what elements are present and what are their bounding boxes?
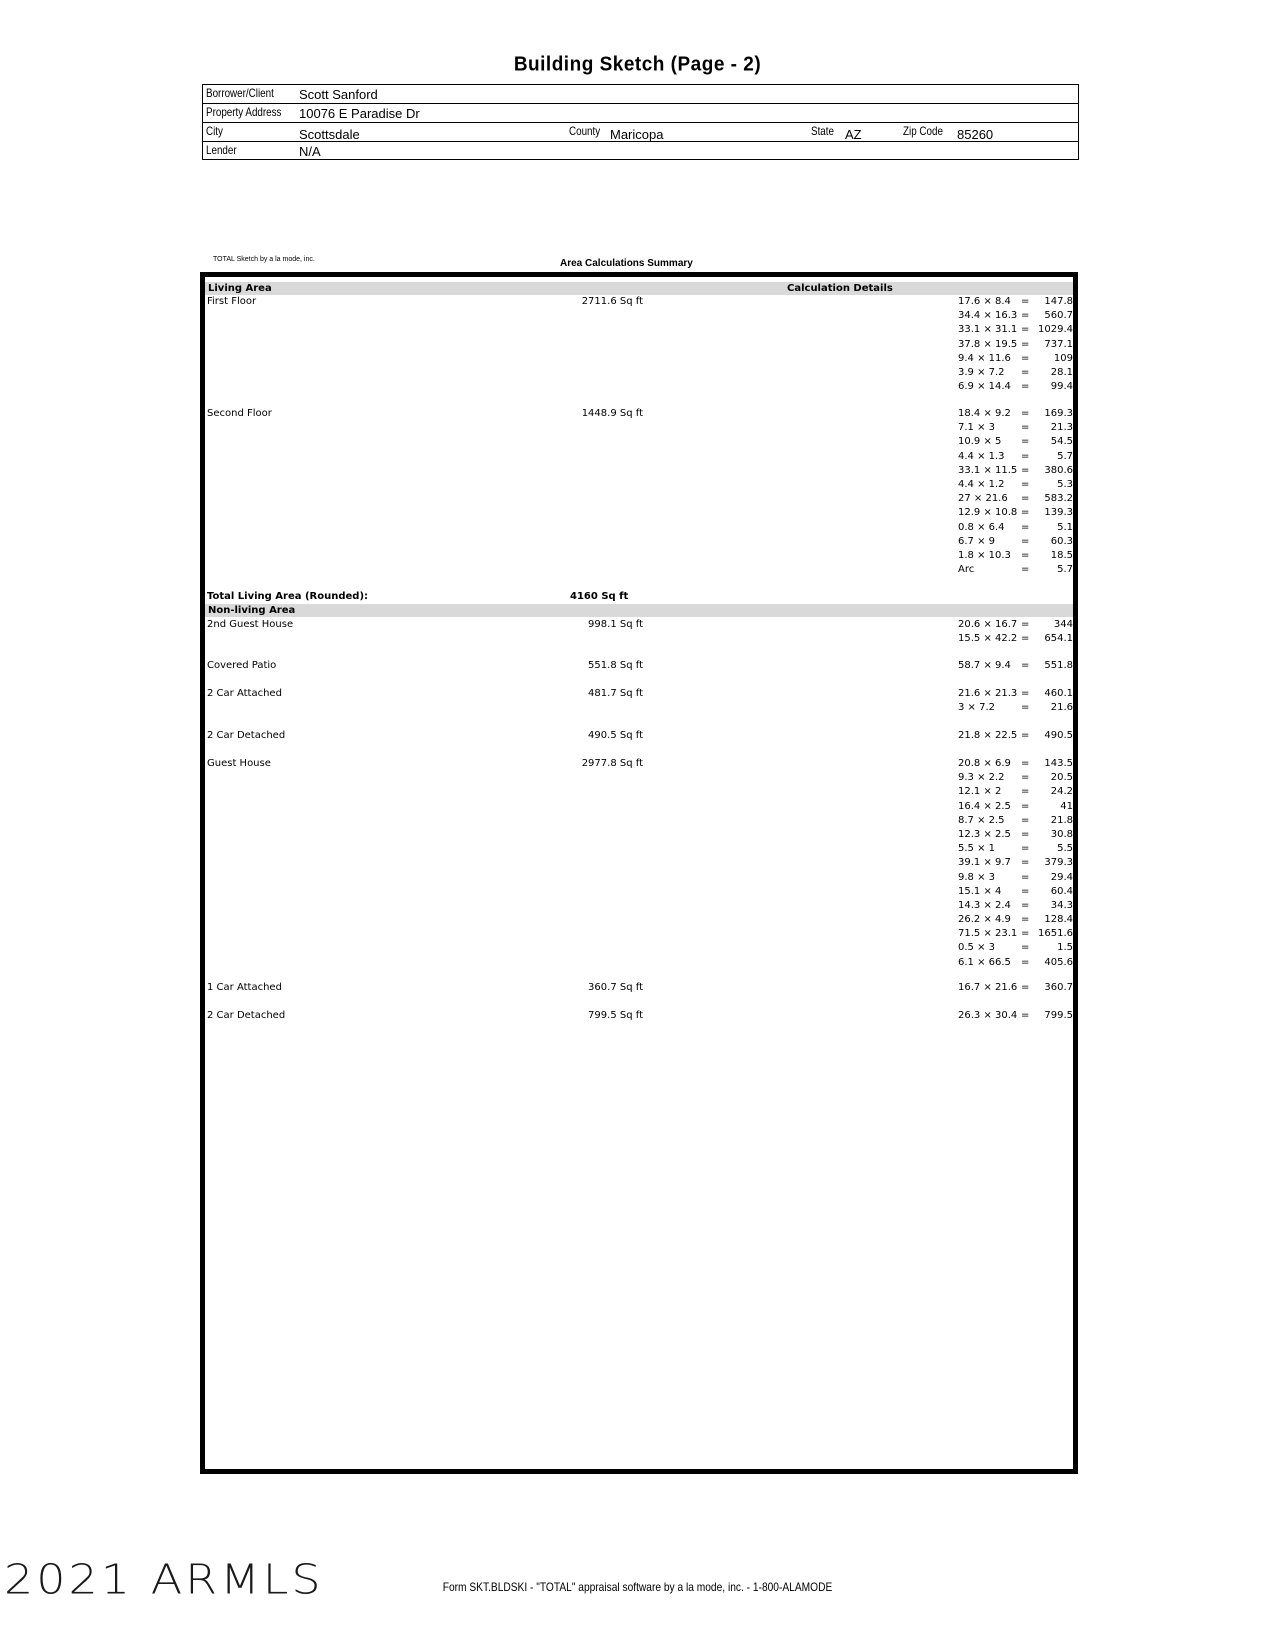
calc-line bbox=[958, 451, 1073, 465]
calc-line bbox=[958, 550, 1073, 564]
calc-line bbox=[958, 688, 1073, 702]
calc-line bbox=[958, 801, 1073, 815]
calc-result: 147.8 bbox=[1044, 296, 1073, 307]
calc-expression: 20.6 × 16.7 bbox=[958, 619, 1018, 630]
calc-result: 29.4 bbox=[1050, 871, 1073, 883]
calc-line bbox=[958, 886, 1073, 900]
calc-expression: 33.1 × 31.1 bbox=[958, 324, 1018, 336]
calc-line bbox=[958, 786, 1073, 800]
area-value: 2711.6 Sq ft bbox=[581, 296, 643, 307]
calc-line bbox=[958, 982, 1073, 996]
calc-expression: 71.5 × 23.1 bbox=[958, 928, 1018, 940]
city-value: Scottsdale bbox=[299, 127, 360, 142]
equals-sign: = bbox=[1021, 857, 1030, 869]
equals-sign: = bbox=[1021, 436, 1030, 448]
software-credit: TOTAL Sketch by a la mode, inc. bbox=[213, 256, 315, 263]
living-area-band bbox=[205, 282, 1073, 295]
equals-sign: = bbox=[1021, 688, 1030, 699]
calc-expression: 58.7 × 9.4 bbox=[958, 660, 1011, 671]
calc-line bbox=[958, 436, 1073, 450]
calc-expression: 15.5 × 42.2 bbox=[958, 633, 1018, 645]
equals-sign: = bbox=[1021, 619, 1030, 630]
calc-expression: 3.9 × 7.2 bbox=[958, 366, 1005, 378]
equals-sign: = bbox=[1021, 786, 1030, 798]
area-name: 1 Car Attached bbox=[207, 982, 282, 993]
area-value: 2977.8 Sq ft bbox=[581, 758, 643, 769]
calc-line bbox=[958, 408, 1073, 422]
lender-row bbox=[203, 142, 1078, 161]
calc-line bbox=[958, 522, 1073, 536]
calc-expression: 26.2 × 4.9 bbox=[958, 914, 1011, 926]
calc-line bbox=[958, 324, 1073, 338]
equals-sign: = bbox=[1021, 758, 1030, 769]
calc-expression: 16.7 × 21.6 bbox=[958, 982, 1018, 993]
calc-expression: 17.6 × 8.4 bbox=[958, 296, 1011, 307]
calc-result: 41 bbox=[1060, 800, 1073, 812]
calc-result: 24.2 bbox=[1050, 786, 1073, 798]
calc-line bbox=[958, 829, 1073, 843]
calc-details bbox=[958, 688, 1073, 716]
calc-result: 344 bbox=[1053, 619, 1073, 630]
calc-expression: 4.4 × 1.2 bbox=[958, 478, 1005, 490]
calc-result: 30.8 bbox=[1050, 828, 1073, 840]
equals-sign: = bbox=[1021, 422, 1030, 434]
area-value: 1448.9 Sq ft bbox=[581, 408, 643, 419]
calc-expression: Arc bbox=[958, 564, 975, 576]
calc-line bbox=[958, 843, 1073, 857]
calc-result: 1029.4 bbox=[1038, 324, 1073, 336]
calc-line bbox=[958, 702, 1073, 716]
calc-result: 654.1 bbox=[1044, 633, 1073, 645]
calc-line bbox=[958, 772, 1073, 786]
calc-expression: 16.4 × 2.5 bbox=[958, 800, 1011, 812]
equals-sign: = bbox=[1021, 507, 1030, 519]
calc-result: 379.3 bbox=[1044, 857, 1073, 869]
equals-sign: = bbox=[1021, 928, 1030, 940]
calc-line bbox=[958, 381, 1073, 395]
calc-expression: 0.8 × 6.4 bbox=[958, 521, 1005, 533]
equals-sign: = bbox=[1021, 633, 1030, 645]
total-living-value: 4160 Sq ft bbox=[570, 591, 629, 602]
calc-expression: 9.8 × 3 bbox=[958, 871, 996, 883]
calc-result: 799.5 bbox=[1044, 1010, 1073, 1021]
area-value: 360.7 Sq ft bbox=[588, 982, 643, 993]
equals-sign: = bbox=[1021, 885, 1030, 897]
equals-sign: = bbox=[1021, 956, 1030, 968]
calc-result: 560.7 bbox=[1044, 310, 1073, 322]
calc-result: 34.3 bbox=[1050, 899, 1073, 911]
calc-line bbox=[958, 872, 1073, 886]
calc-details bbox=[958, 1010, 1073, 1024]
equals-sign: = bbox=[1021, 464, 1030, 476]
calc-result: 28.1 bbox=[1050, 366, 1073, 378]
calc-expression: 1.8 × 10.3 bbox=[958, 549, 1011, 561]
calc-line bbox=[958, 730, 1073, 744]
calc-result: 21.6 bbox=[1050, 702, 1073, 714]
calc-result: 737.1 bbox=[1044, 338, 1073, 350]
equals-sign: = bbox=[1021, 1010, 1030, 1021]
calc-details bbox=[958, 758, 1073, 971]
calc-result: 109 bbox=[1053, 352, 1073, 364]
calc-expression: 9.3 × 2.2 bbox=[958, 772, 1005, 784]
summary-title: Area Calculations Summary bbox=[560, 258, 693, 269]
borrower-label: Borrower/Client bbox=[206, 86, 274, 100]
area-summary-frame bbox=[200, 272, 1078, 1474]
calc-line bbox=[958, 479, 1073, 493]
calc-details-label: Calculation Details bbox=[787, 283, 893, 294]
calc-line bbox=[958, 815, 1073, 829]
area-value: 998.1 Sq ft bbox=[588, 619, 643, 630]
total-living-label: Total Living Area (Rounded): bbox=[207, 591, 369, 602]
borrower-value: Scott Sanford bbox=[299, 87, 378, 102]
equals-sign: = bbox=[1021, 296, 1030, 307]
calc-result: 5.7 bbox=[1057, 564, 1073, 576]
address-row bbox=[203, 104, 1078, 123]
equals-sign: = bbox=[1021, 493, 1030, 505]
equals-sign: = bbox=[1021, 843, 1030, 855]
calc-line bbox=[958, 900, 1073, 914]
equals-sign: = bbox=[1021, 535, 1030, 547]
equals-sign: = bbox=[1021, 828, 1030, 840]
calc-expression: 6.9 × 14.4 bbox=[958, 381, 1011, 393]
area-name: 2nd Guest House bbox=[207, 619, 294, 630]
calc-result: 1.5 bbox=[1057, 942, 1073, 954]
calc-expression: 27 × 21.6 bbox=[958, 493, 1008, 505]
calc-line bbox=[958, 465, 1073, 479]
calc-expression: 26.3 × 30.4 bbox=[958, 1010, 1018, 1021]
state-label: State bbox=[811, 124, 834, 138]
area-value: 799.5 Sq ft bbox=[588, 1010, 643, 1021]
calc-expression: 20.8 × 6.9 bbox=[958, 758, 1011, 769]
equals-sign: = bbox=[1021, 982, 1030, 993]
equals-sign: = bbox=[1021, 660, 1030, 671]
calc-details bbox=[958, 730, 1073, 744]
lender-value: N/A bbox=[299, 144, 321, 159]
equals-sign: = bbox=[1021, 310, 1030, 322]
calc-expression: 6.1 × 66.5 bbox=[958, 956, 1011, 968]
area-value: 481.7 Sq ft bbox=[588, 688, 643, 699]
equals-sign: = bbox=[1021, 521, 1030, 533]
equals-sign: = bbox=[1021, 899, 1030, 911]
equals-sign: = bbox=[1021, 914, 1030, 926]
calc-expression: 10.9 × 5 bbox=[958, 436, 1002, 448]
calc-result: 18.5 bbox=[1050, 549, 1073, 561]
calc-expression: 37.8 × 19.5 bbox=[958, 338, 1018, 350]
calc-result: 21.3 bbox=[1050, 422, 1073, 434]
calc-details bbox=[958, 660, 1073, 674]
calc-expression: 21.8 × 22.5 bbox=[958, 730, 1018, 741]
calc-line bbox=[958, 633, 1073, 647]
city-label: City bbox=[206, 124, 223, 138]
equals-sign: = bbox=[1021, 549, 1030, 561]
calc-details bbox=[958, 408, 1073, 578]
calc-expression: 9.4 × 11.6 bbox=[958, 352, 1011, 364]
nonliving-area-label: Non-living Area bbox=[208, 605, 296, 616]
calc-expression: 15.1 × 4 bbox=[958, 885, 1002, 897]
equals-sign: = bbox=[1021, 381, 1030, 393]
equals-sign: = bbox=[1021, 772, 1030, 784]
area-name: First Floor bbox=[207, 296, 257, 307]
calc-line bbox=[958, 758, 1073, 772]
calc-expression: 7.1 × 3 bbox=[958, 422, 996, 434]
calc-result: 5.7 bbox=[1057, 450, 1073, 462]
calc-expression: 0.5 × 3 bbox=[958, 942, 996, 954]
equals-sign: = bbox=[1021, 564, 1030, 576]
area-name: 2 Car Attached bbox=[207, 688, 282, 699]
equals-sign: = bbox=[1021, 730, 1030, 741]
calc-line bbox=[958, 310, 1073, 324]
equals-sign: = bbox=[1021, 800, 1030, 812]
calc-result: 583.2 bbox=[1044, 493, 1073, 505]
calc-result: 460.1 bbox=[1044, 688, 1073, 699]
address-value: 10076 E Paradise Dr bbox=[299, 106, 420, 121]
calc-result: 128.4 bbox=[1044, 914, 1073, 926]
zip-value: 85260 bbox=[957, 127, 994, 142]
equals-sign: = bbox=[1021, 871, 1030, 883]
living-area-label: Living Area bbox=[208, 283, 272, 294]
calc-expression: 12.1 × 2 bbox=[958, 786, 1002, 798]
calc-line bbox=[958, 957, 1073, 971]
calc-line bbox=[958, 367, 1073, 381]
equals-sign: = bbox=[1021, 450, 1030, 462]
calc-result: 490.5 bbox=[1044, 730, 1073, 741]
calc-expression: 33.1 × 11.5 bbox=[958, 464, 1018, 476]
lender-label: Lender bbox=[206, 143, 237, 157]
calc-expression: 12.9 × 10.8 bbox=[958, 507, 1018, 519]
calc-result: 20.5 bbox=[1050, 772, 1073, 784]
area-name: Guest House bbox=[207, 758, 271, 769]
state-value: AZ bbox=[845, 127, 862, 142]
calc-details bbox=[958, 619, 1073, 647]
calc-expression: 21.6 × 21.3 bbox=[958, 688, 1018, 699]
calc-line bbox=[958, 339, 1073, 353]
calc-line bbox=[958, 507, 1073, 521]
calc-result: 143.5 bbox=[1044, 758, 1073, 769]
calc-result: 405.6 bbox=[1044, 956, 1073, 968]
calc-result: 5.1 bbox=[1057, 521, 1073, 533]
property-header-table bbox=[202, 84, 1079, 160]
area-name: Covered Patio bbox=[207, 660, 277, 671]
equals-sign: = bbox=[1021, 366, 1030, 378]
equals-sign: = bbox=[1021, 478, 1030, 490]
calc-expression: 14.3 × 2.4 bbox=[958, 899, 1011, 911]
county-value: Maricopa bbox=[610, 127, 664, 142]
calc-line bbox=[958, 660, 1073, 674]
equals-sign: = bbox=[1021, 942, 1030, 954]
address-label: Property Address bbox=[206, 105, 282, 119]
equals-sign: = bbox=[1021, 408, 1030, 419]
calc-line bbox=[958, 942, 1073, 956]
zip-label: Zip Code bbox=[903, 124, 943, 138]
equals-sign: = bbox=[1021, 352, 1030, 364]
calc-result: 60.4 bbox=[1050, 885, 1073, 897]
location-row bbox=[203, 123, 1078, 142]
calc-result: 360.7 bbox=[1044, 982, 1073, 993]
calc-result: 551.8 bbox=[1044, 660, 1073, 671]
calc-expression: 5.5 × 1 bbox=[958, 843, 996, 855]
calc-expression: 12.3 × 2.5 bbox=[958, 828, 1011, 840]
equals-sign: = bbox=[1021, 814, 1030, 826]
calc-line bbox=[958, 619, 1073, 633]
calc-details bbox=[958, 982, 1073, 996]
calc-expression: 18.4 × 9.2 bbox=[958, 408, 1011, 419]
calc-result: 380.6 bbox=[1044, 464, 1073, 476]
area-name: Second Floor bbox=[207, 408, 272, 419]
calc-line bbox=[958, 422, 1073, 436]
area-value: 490.5 Sq ft bbox=[588, 730, 643, 741]
calc-line bbox=[958, 564, 1073, 578]
calc-line bbox=[958, 928, 1073, 942]
calc-line bbox=[958, 536, 1073, 550]
calc-result: 5.3 bbox=[1057, 478, 1073, 490]
calc-result: 139.3 bbox=[1044, 507, 1073, 519]
calc-expression: 4.4 × 1.3 bbox=[958, 450, 1005, 462]
area-name: 2 Car Detached bbox=[207, 730, 286, 741]
calc-expression: 39.1 × 9.7 bbox=[958, 857, 1011, 869]
page-title: Building Sketch (Page - 2) bbox=[513, 53, 762, 76]
calc-expression: 34.4 × 16.3 bbox=[958, 310, 1018, 322]
calc-expression: 8.7 × 2.5 bbox=[958, 814, 1005, 826]
calc-details bbox=[958, 296, 1073, 395]
footer-credit: Form SKT.BLDSKI - "TOTAL" appraisal software by a la mode, inc. - 1-800-ALAMODE bbox=[442, 1580, 833, 1594]
county-label: County bbox=[569, 124, 601, 138]
calc-line bbox=[958, 914, 1073, 928]
calc-line bbox=[958, 857, 1073, 871]
area-value: 551.8 Sq ft bbox=[588, 660, 643, 671]
armls-watermark: 2021 ARMLS bbox=[4, 1554, 324, 1604]
calc-expression: 6.7 × 9 bbox=[958, 535, 996, 547]
equals-sign: = bbox=[1021, 324, 1030, 336]
borrower-row bbox=[203, 85, 1078, 104]
equals-sign: = bbox=[1021, 338, 1030, 350]
equals-sign: = bbox=[1021, 702, 1030, 714]
calc-line bbox=[958, 296, 1073, 310]
nonliving-area-band bbox=[205, 604, 1073, 617]
calc-line bbox=[958, 353, 1073, 367]
calc-result: 21.8 bbox=[1050, 814, 1073, 826]
calc-result: 5.5 bbox=[1057, 843, 1073, 855]
calc-result: 54.5 bbox=[1050, 436, 1073, 448]
calc-line bbox=[958, 493, 1073, 507]
calc-result: 169.3 bbox=[1044, 408, 1073, 419]
calc-result: 99.4 bbox=[1050, 381, 1073, 393]
calc-result: 60.3 bbox=[1050, 535, 1073, 547]
calc-line bbox=[958, 1010, 1073, 1024]
calc-expression: 3 × 7.2 bbox=[958, 702, 996, 714]
area-name: 2 Car Detached bbox=[207, 1010, 286, 1021]
calc-result: 1651.6 bbox=[1038, 928, 1073, 940]
